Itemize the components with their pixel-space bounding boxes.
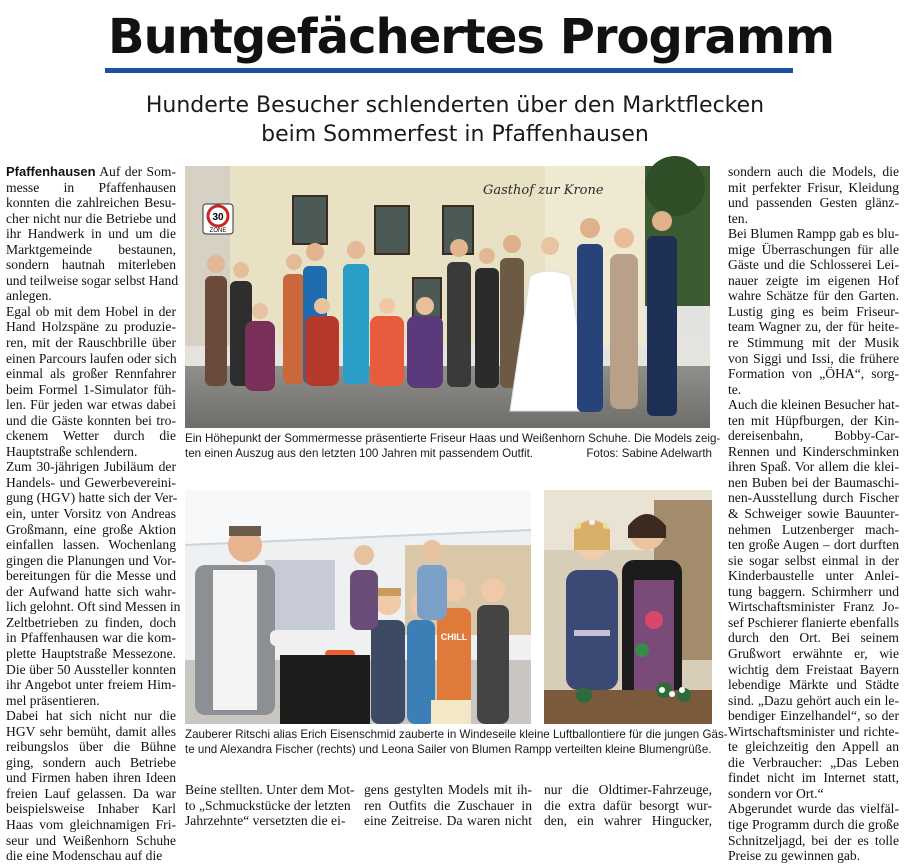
column-line: sind. „Dazu gehört auch ein le- — [728, 692, 899, 708]
column-line: gung (HGV) hatte sich der Ver- — [6, 490, 178, 506]
column-line: gingen die Planungen und Vor- — [6, 552, 176, 568]
photo-fashion-show — [185, 166, 710, 428]
column-line: ging, sondern auch Betriebe — [6, 754, 176, 770]
column-line: reibungslos über die Bühne — [6, 739, 176, 755]
column-line: wichtig dem Freistaat Bayern — [728, 661, 899, 677]
column-line: und die Gäste konnten bei tro- — [6, 412, 176, 428]
column-line: ein, unter Vorsitz von Andreas — [6, 506, 176, 522]
column-line: to „Schmuckstücke der letzten — [185, 797, 351, 813]
column-line: bereitungen für die Messe und — [6, 568, 176, 584]
column-line: freien Lauf gelassen. Da war — [6, 785, 176, 801]
column-line: ihr Angebot unter freiem Him- — [6, 677, 176, 693]
column-line: und teilweise sogar selbst Hand — [6, 272, 179, 288]
column-line: Grußwort erwähnte er, wie — [728, 645, 899, 661]
caption-top-photo — [185, 431, 721, 461]
column-line: gens gestylten Models mit ih- — [364, 782, 532, 797]
column-line: durch den Ort. Bei seinem — [728, 630, 899, 646]
column-line-text: Auf der Som- — [95, 164, 176, 179]
column-line: einen Parcours laufen oder sich — [6, 350, 177, 366]
column-line: mel präsentieren. — [6, 692, 100, 708]
column-line: Hauptstraße schlendern. — [6, 443, 138, 459]
column-line: Beine stellten. Unter dem Mot- — [185, 782, 355, 797]
column-line: mit perfekter Frisur, Kleidung — [728, 179, 899, 195]
column-line: Egal ob mit dem Hobel in der — [6, 303, 176, 319]
sign-speed-text: 30 — [212, 212, 224, 223]
photo-flowers — [544, 490, 712, 724]
column-line: der Aufwand hatte sich wahr- — [6, 583, 176, 599]
column-line: einfallen lassen. Wochenlang — [6, 537, 176, 553]
column-line: Formation von „ÖHA“, sorg- — [728, 366, 899, 382]
column-line: Hand Holzspäne zu produzie- — [6, 319, 176, 335]
column-line: sondern vor Ort.“ — [728, 785, 824, 801]
column-line: in Pfaffenhausen war die kom- — [6, 630, 176, 646]
column-line: Schnitzeljagd, bei der es tolle — [728, 832, 899, 848]
column-line: cher nicht nur die Betriebe und — [6, 210, 176, 226]
article-column-5 — [728, 164, 899, 864]
caption-text: te und Alexandra Fischer (rechts) und Leona Sailer von Blumen Rampp verteilten kleine Blumengrüße. — [185, 743, 712, 756]
column-line: te gleichzeitig den Appell an — [728, 739, 899, 755]
photo-magician — [185, 490, 531, 724]
column-line: einmal als großer Rennfahrer — [6, 366, 176, 382]
column-line: Lustig ging es beim Friseur- — [728, 303, 899, 319]
column-line: die Verbraucher: „Das Leben — [728, 754, 899, 770]
dateline: Pfaffenhausen — [6, 164, 96, 179]
column-line: beispielsweise Inhaber Karl — [6, 801, 176, 817]
caption-line — [185, 431, 721, 446]
column-line: ckenem Wetter durch die — [6, 428, 176, 444]
column-line: den, ein wahrer Hingucker, — [544, 813, 712, 829]
caption-bottom-photos — [185, 727, 728, 757]
column-line: wahre Schätze für den Garten. — [728, 288, 899, 304]
column-line: nur die Oldtimer-Fahrzeuge, — [544, 782, 712, 797]
column-line: Wirtschaftsminister und richte- — [728, 723, 899, 739]
photo-credit: Fotos: Sabine Adelwarth — [586, 447, 712, 460]
column-line: Dabei hat sich nicht nur die — [6, 708, 176, 724]
caption-text: ten einen Auszug aus den letzten 100 Jahren mit passendem Outfit. — [185, 447, 534, 460]
building-sign-text: Gasthof zur Krone — [483, 183, 604, 198]
column-line: messe in Pfaffenhausen — [6, 179, 176, 195]
caption-line — [185, 446, 712, 461]
column-line: sie sogar selbst einmal in der — [728, 552, 899, 568]
caption-text: Ein Höhepunkt der Sommermesse präsentierte Friseur Haas und Weißenhorn Schuhe. Die Models zeig- — [185, 432, 721, 445]
headline: Buntgefächertes Programm — [108, 9, 834, 65]
column-line: Gäste und die Schlosserei Lei- — [728, 257, 899, 273]
column-line: und passenden Gesten glänz- — [728, 195, 899, 211]
article-column-2 — [185, 782, 355, 829]
caption-text: Zauberer Ritschi alias Erich Eisenschmid zauberte in Windeseile kleine Luftballontiere für die jungen Gäs- — [185, 728, 728, 741]
column-line: Rennen und Kinderschminken — [728, 443, 899, 459]
column-line: anlegen. — [6, 288, 52, 304]
column-line: ten große Augen – dort durften — [728, 537, 899, 553]
column-line: tige Programm durch die große — [728, 816, 899, 832]
column-line: sef Pschierer flanierte ebenfalls — [728, 614, 899, 630]
column-line: Preise zu gewinnen gab. — [728, 848, 861, 864]
column-line: Jahrzehnte“ versetzten die ei- — [185, 813, 346, 829]
column-line: re Stimmung mit der Musik — [728, 335, 899, 351]
column-line: nehmen Lutzenberger mach- — [728, 521, 899, 537]
column-line: Haas vom gleichnamigen Fri- — [6, 816, 176, 832]
column-line: von Siggi und Issi, die frühere — [728, 350, 899, 366]
caption-line — [185, 742, 712, 757]
column-line: Kinderbaustelle unter Anlei- — [728, 568, 899, 584]
column-line: plette Hauptstraße Messezone. — [6, 645, 176, 661]
column-line: Handels- und Gewerbevereini- — [6, 474, 176, 490]
sign-zone-text: ZONE — [209, 228, 227, 234]
column-line: Zeltbetrieben zu finden, doch — [6, 614, 176, 630]
column-line: Großmann, eine große Aktion — [6, 521, 176, 537]
column-line: Bei Blumen Rampp gab es blu- — [728, 226, 900, 242]
column-line: Wirtschaftsminister Franz Jo- — [728, 599, 899, 615]
column-line: mige Überraschungen für alle — [728, 241, 899, 257]
column-line: len. Für jeden war etwas dabei — [6, 397, 176, 413]
column-line: eine Zeitreise. Da waren nicht — [364, 813, 532, 829]
column-line: die extra dafür besorgt wur- — [544, 797, 712, 813]
column-line: lich gelohnt. Oft sind Messen in — [6, 599, 181, 615]
column-line: nen-Ausstellung durch Fischer — [728, 490, 899, 506]
column-line: die eine Modenschau auf die — [6, 848, 163, 864]
column-line: ihren Spaß. Vor allem die klei- — [728, 459, 899, 475]
subheadline — [60, 91, 850, 149]
column-line: beim Formel 1-Simulator füh- — [6, 381, 176, 397]
column-line: ten. — [728, 210, 749, 226]
article-column-3 — [364, 782, 532, 829]
column-line: sondern hautnah miterleben — [6, 257, 176, 273]
column-line: te. — [728, 381, 742, 397]
column-line: Auch die kleinen Besucher hat- — [728, 397, 900, 413]
column-line: nen Buben bei der Baumaschi- — [728, 474, 899, 490]
article-column-4 — [544, 782, 712, 829]
column-line: nauer zeigte im eigenen Hof — [728, 272, 899, 288]
column-line: lebendige Märkte und Städte — [728, 677, 899, 693]
column-line: ihr Handwerk in und um die — [6, 226, 176, 242]
column-line: bendiger Einzelhandel“, so der — [728, 708, 899, 724]
column-line: sondern auch die Models, die — [728, 164, 899, 179]
column-line: Zum 30-jährigen Jubiläum der — [6, 459, 176, 475]
column-line: HGV sehr bemüht, damit alles — [6, 723, 176, 739]
column-line: Die über 50 Aussteller konnten — [6, 661, 176, 677]
column-line: seur und Weißenhorn Schuhe — [6, 832, 176, 848]
column-line: & Schweiger sowie Bauunter- — [728, 506, 899, 522]
caption-line — [185, 727, 728, 742]
column-line: konnten die zahlreichen Besu- — [6, 195, 176, 211]
subheadline-line-1: Hunderte Besucher schlenderten über den Marktflecken — [145, 93, 765, 118]
shirt-text: CHILL — [440, 632, 468, 642]
column-line: ren Outfits die Zuschauer in — [364, 797, 532, 813]
headline-rule — [105, 68, 793, 73]
column-line: ten mit Hüpfburgen, der Kin- — [728, 412, 899, 428]
column-line: Abgerundet wurde das vielfäl- — [728, 801, 899, 817]
column-line — [6, 164, 176, 180]
column-line: findet nicht im Internet statt, — [728, 770, 899, 786]
column-line: Marktgemeinde bestaunen, — [6, 241, 176, 257]
column-line: team Wagner zu, der für heite- — [728, 319, 899, 335]
subheadline-line-2: beim Sommerfest in Pfaffenhausen — [261, 122, 649, 147]
article-column-1 — [6, 164, 181, 864]
column-line: ren, mit der Rauschbrille über — [6, 335, 176, 351]
column-line: und Firmen haben ihren Ideen — [6, 770, 176, 786]
column-line: tung baggern. Schirmherr und — [728, 583, 899, 599]
column-line: dereisenbahn, Bobby-Car- — [728, 428, 899, 444]
